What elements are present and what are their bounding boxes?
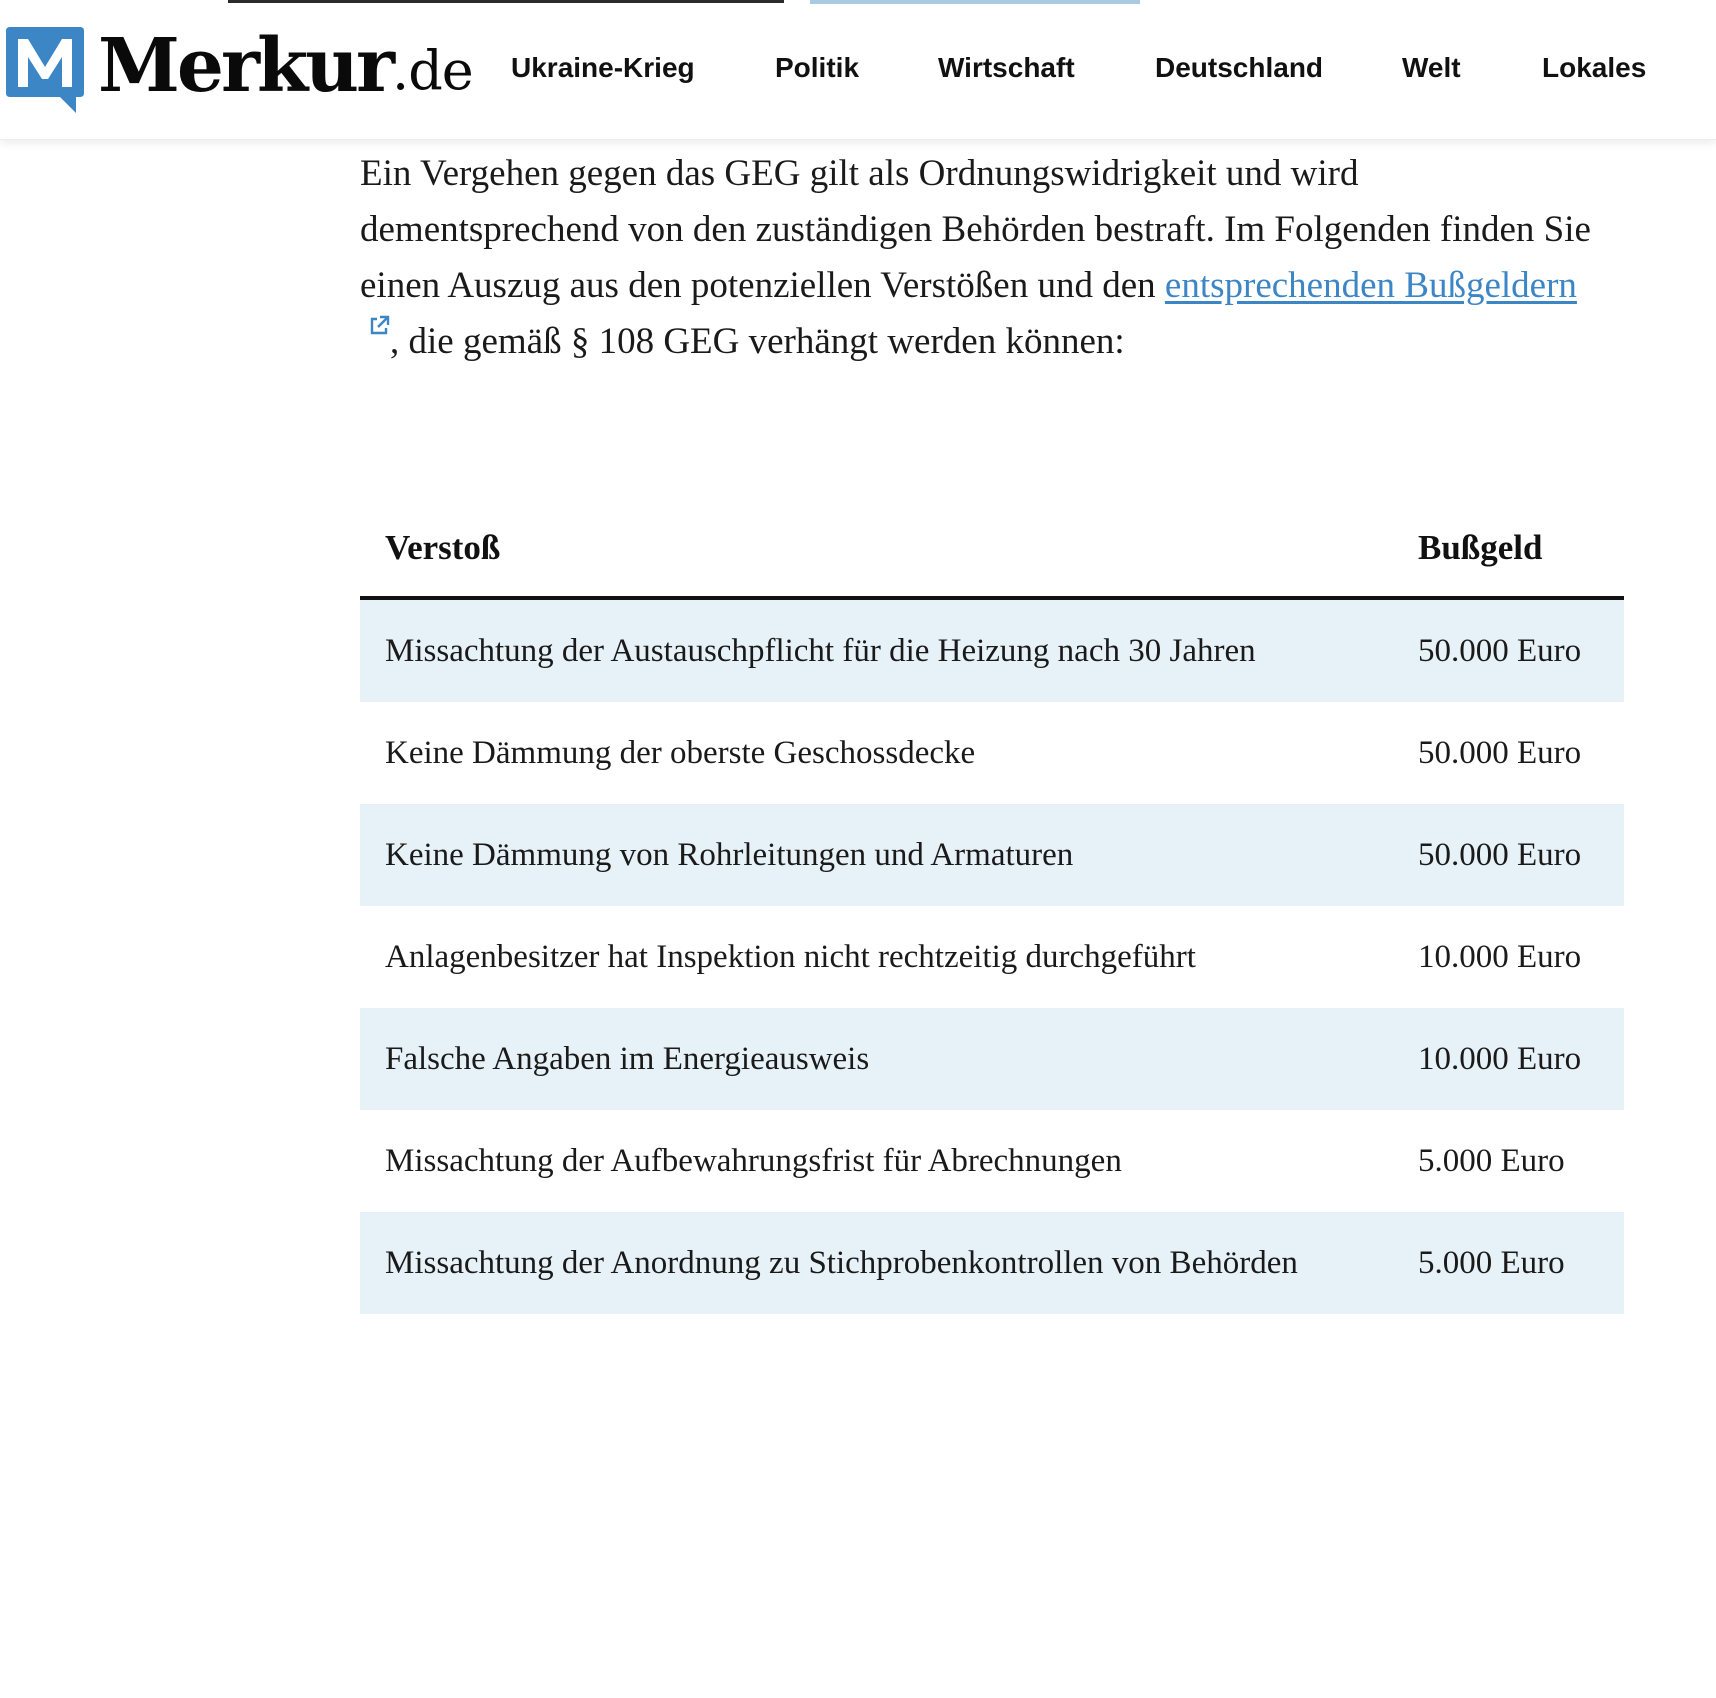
- external-link-icon: [368, 315, 390, 337]
- top-link-edge: [810, 0, 1140, 4]
- table-header-row: [360, 500, 1624, 598]
- fine-cell: 50.000 Euro: [1418, 598, 1624, 702]
- fine-cell: 50.000 Euro: [1418, 735, 1582, 771]
- fine-cell: 10.000 Euro: [1418, 939, 1582, 975]
- top-image-edge: [228, 0, 784, 3]
- intro-text-before-link: Ein Vergehen gegen das GEG gilt als Ordnungswidrigkeit und wird dementsprechend von den zuständigen Behörden bestraft. Im Folgenden finden Sie einen Auszug aus den potenziellen Verstößen und den: [360, 153, 1591, 306]
- fines-table: [360, 500, 1624, 1314]
- violation-cell: Keine Dämmung der oberste Geschossdecke: [385, 735, 976, 771]
- table-row: [360, 598, 1624, 702]
- column-header-fine: Bußgeld: [1418, 500, 1624, 598]
- nav-item-deutschland[interactable]: Deutschland: [1155, 52, 1324, 83]
- fines-link[interactable]: entsprechenden Bußgeldern: [1164, 265, 1577, 306]
- site-header: [0, 0, 1716, 140]
- fine-cell: 5.000 Euro: [1418, 1143, 1565, 1179]
- site-logo[interactable]: [4, 22, 473, 118]
- nav-item-welt[interactable]: Welt: [1402, 52, 1461, 83]
- table-row: [360, 1212, 1624, 1314]
- nav-item-politik[interactable]: Politik: [775, 52, 860, 83]
- fine-cell: 50.000 Euro: [1418, 804, 1624, 906]
- violation-cell: Missachtung der Anordnung zu Stichprobenkontrollen von Behörden: [360, 1212, 1418, 1314]
- fine-cell: 10.000 Euro: [1418, 1008, 1624, 1110]
- nav-item-ukraine-krieg[interactable]: Ukraine-Krieg: [511, 52, 695, 83]
- column-header-violation: Verstoß: [360, 500, 1418, 598]
- logo-wordmark: Merkur.de: [98, 23, 473, 109]
- violation-cell: Missachtung der Aufbewahrungsfrist für Abrechnungen: [385, 1143, 1122, 1179]
- nav-item-lokales[interactable]: Lokales: [1542, 52, 1647, 83]
- merkur-m-speech-bubble-icon: [4, 23, 86, 117]
- violation-cell: Anlagenbesitzer hat Inspektion nicht rechtzeitig durchgeführt: [385, 939, 1196, 975]
- table-row: [360, 906, 1624, 1008]
- fine-cell: 5.000 Euro: [1418, 1212, 1624, 1314]
- table-row: [360, 1008, 1624, 1110]
- table-row: [360, 1110, 1624, 1212]
- table-row: [360, 804, 1624, 906]
- intro-text-after-link: , die gemäß § 108 GEG verhängt werden können:: [390, 321, 1125, 362]
- article-intro-paragraph: [360, 146, 1600, 370]
- violation-cell: Missachtung der Austauschpflicht für die Heizung nach 30 Jahren: [360, 598, 1418, 702]
- violation-cell: Keine Dämmung von Rohrleitungen und Armaturen: [360, 804, 1418, 906]
- table-row: [360, 702, 1624, 804]
- nav-item-wirtschaft[interactable]: Wirtschaft: [938, 52, 1075, 83]
- violation-cell: Falsche Angaben im Energieausweis: [360, 1008, 1418, 1110]
